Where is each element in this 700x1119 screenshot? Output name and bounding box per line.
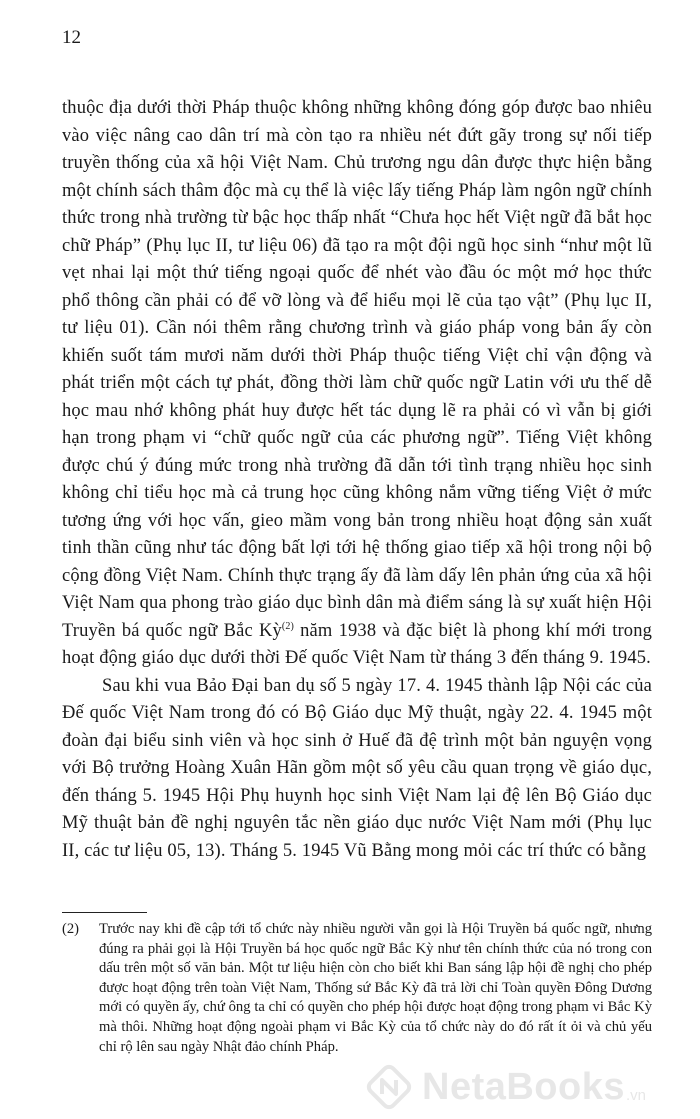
watermark <box>364 1058 646 1116</box>
footnote-text: Trước nay khi đề cập tới tổ chức này nhiều người vẫn gọi là Hội Truyền bá quốc ngữ, nhưng đúng ra phải gọi là Hội Truyền bá học quốc ngữ Bắc Kỳ như tên chính thức của nó trong con dấu trên một số văn bản. Một tư liệu hiện còn cho biết khi Ban sáng lập hội đề nghị cho phép được hoạt động trên toàn Việt Nam, Thống sứ Bắc Kỳ đã trả lời chỉ Toàn quyền Đông Dương mới có quyền ấy, chứ ông ta chỉ có quyền cho phép hội được hoạt động trong phạm vi Bắc Kỳ mà thôi. Những hoạt động ngoài phạm vi Bắc Kỳ của tổ chức này do đó rất ít ỏi và chủ yếu chỉ rộ lên sau ngày Nhật đảo chính Pháp. <box>99 921 652 1055</box>
paragraph-2: Sau khi vua Bảo Đại ban dụ số 5 ngày 17. 4. 1945 thành lập Nội các của Đế quốc Việt Nam trong đó có Bộ Giáo dục Mỹ thuật, ngày 22. 4. 1945 một đoàn đại biểu sinh viên và học sinh ở Huế đã đệ trình một bản nguyện vọng với Bộ trưởng Hoàng Xuân Hãn gồm một số yêu cầu quan trọng về giáo dục, đến tháng 5. 1945 Hội Phụ huynh học sinh Việt Nam lại đệ lên Bộ Giáo dục Mỹ thuật bản đề nghị nguyên tắc nền giáo dục nước Việt Nam mới (Phụ lục II, các tư liệu 05, 13). Tháng 5. 1945 Vũ Bằng mong mỏi các trí thức có bằng <box>62 675 652 861</box>
paragraph-1-text-before: thuộc địa dưới thời Pháp thuộc không những không đóng góp được bao nhiêu vào việc nâng cao dân trí mà còn tạo ra nhiều nét đứt gãy trong sự nối tiếp truyền thống của xã hội Việt Nam. Chủ trương ngu dân được thực hiện bằng một chính sách thâm độc mà cụ thể là việc lấy tiếng Pháp làm ngôn ngữ chính thức trong nhà trường từ bậc học thấp nhất “Chưa học hết Việt ngữ đã bắt học chữ Pháp” (Phụ lục II, tư liệu 06) đã tạo ra một đội ngũ học sinh “như một lũ vẹt nhai lại một thứ tiếng ngoại quốc để nhét vào đầu óc một mớ học thức phổ thông cần phải có để vỡ lòng và để hiểu mọi lẽ của tạo vật” (Phụ lục II, tư liệu 01). Cần nói thêm rằng chương trình và giáo pháp vong bản ấy còn khiến suốt tám mươi năm dưới thời Pháp thuộc tiếng Việt chỉ vận động và phát triển một cách tự phát, đồng thời làm chữ quốc ngữ Latin với ưu thế dễ học mau nhớ không phát huy được hết tác dụng lẽ ra phải có vì vẫn bị giới hạn trong phạm vi “chữ quốc ngữ của các phương ngữ”. Tiếng Việt không được chú ý đúng mức trong nhà trường đã dẫn tới tình trạng nhiều học sinh không chỉ tiểu học mà cả trung học cũng không nắm vững tiếng Việt ở mức tương ứng với học vấn, gieo mầm vong bản trong nhiều hoạt động sản xuất tinh thần cũng như tác động bất lợi tới hệ thống giao tiếp xã hội trong nội bộ cộng đồng Việt Nam. Chính thực trạng ấy đã làm dấy lên phản ứng của xã hội Việt Nam qua phong trào giáo dục bình dân mà điểm sáng là sự xuất hiện Hội Truyền bá quốc ngữ Bắc Kỳ <box>62 98 652 641</box>
watermark-brand: NetaBooks <box>422 1065 625 1108</box>
page-number: 12 <box>62 27 81 48</box>
footnote <box>62 920 652 1057</box>
footnote-marker: (2) <box>62 921 80 937</box>
paragraph-1 <box>62 95 652 673</box>
paragraph-1-text-after: năm 1938 và đặc biệt là phong khí mới trong hoạt động giáo dục dưới thời Đế quốc Việt Nam từ tháng 3 đến tháng 9. 1945. <box>62 620 652 668</box>
n-logo-icon <box>364 1062 414 1112</box>
body-text <box>62 95 652 865</box>
footnote-reference: (2) <box>281 620 294 632</box>
watermark-suffix: .vn <box>626 1086 647 1104</box>
footnote-divider <box>62 912 147 913</box>
